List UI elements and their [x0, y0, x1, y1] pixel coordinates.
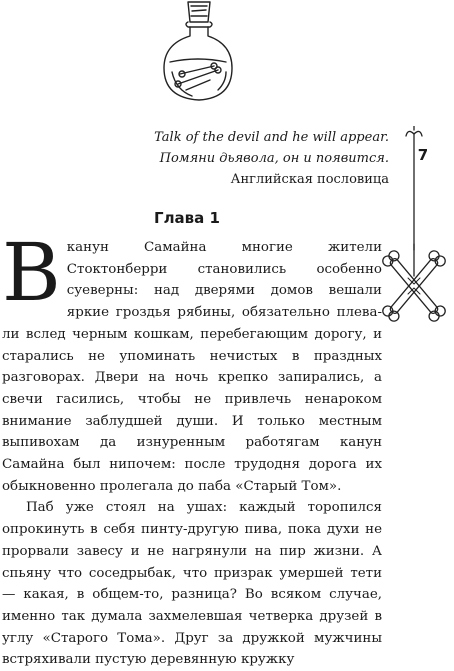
page-number: 7	[417, 146, 429, 164]
paragraph-2: Паб уже стоял на ушах: каждый торопился опрокинуть в себя пинту-другую пива, пока духи не прорвали завесу и не нагрянули на пир жизни. А спьяну что соседрыбак, что призрак умершей тети — какая, в общем-то, разница? Во всяком случае, именно так думала захмелевшая четверка друзей в углу «Старого Тома». Друг за дружкой мужчины встряхивали пустую деревянную кружку	[2, 500, 382, 668]
paragraph-1	[2, 226, 382, 497]
epigraph-english: Talk of the devil and he will appear.	[154, 130, 389, 145]
epigraph-source: Английская пословица	[230, 172, 389, 187]
epigraph	[49, 127, 389, 190]
epigraph-russian: Помяни дьявола, он и появится.	[159, 151, 389, 166]
dropcap: В	[2, 226, 61, 319]
potion-bottle-illustration	[158, 0, 238, 104]
chapter-title: Глава 1	[154, 209, 220, 227]
paragraph-1-text: канун Самайна многие жители Стоктонберри становились особенно суеверны: над дверями домов вешали яркие гроздья рябины, обязательно плевали вслед черным кошкам, перебегающим дорогу, и старались не упоминать нечистых в праздных разговорах. Двери на ночь крепко запирались, а свечи гасились, чтобы не привлечь ненароком внимание заблудшей души. И только местным выпивохам да изнуренным работягам канун Самайна был нипочем: после трудодня дорога их обыкновенно пролегала до паба «Старый Том».	[2, 240, 382, 494]
body-text	[2, 226, 382, 671]
